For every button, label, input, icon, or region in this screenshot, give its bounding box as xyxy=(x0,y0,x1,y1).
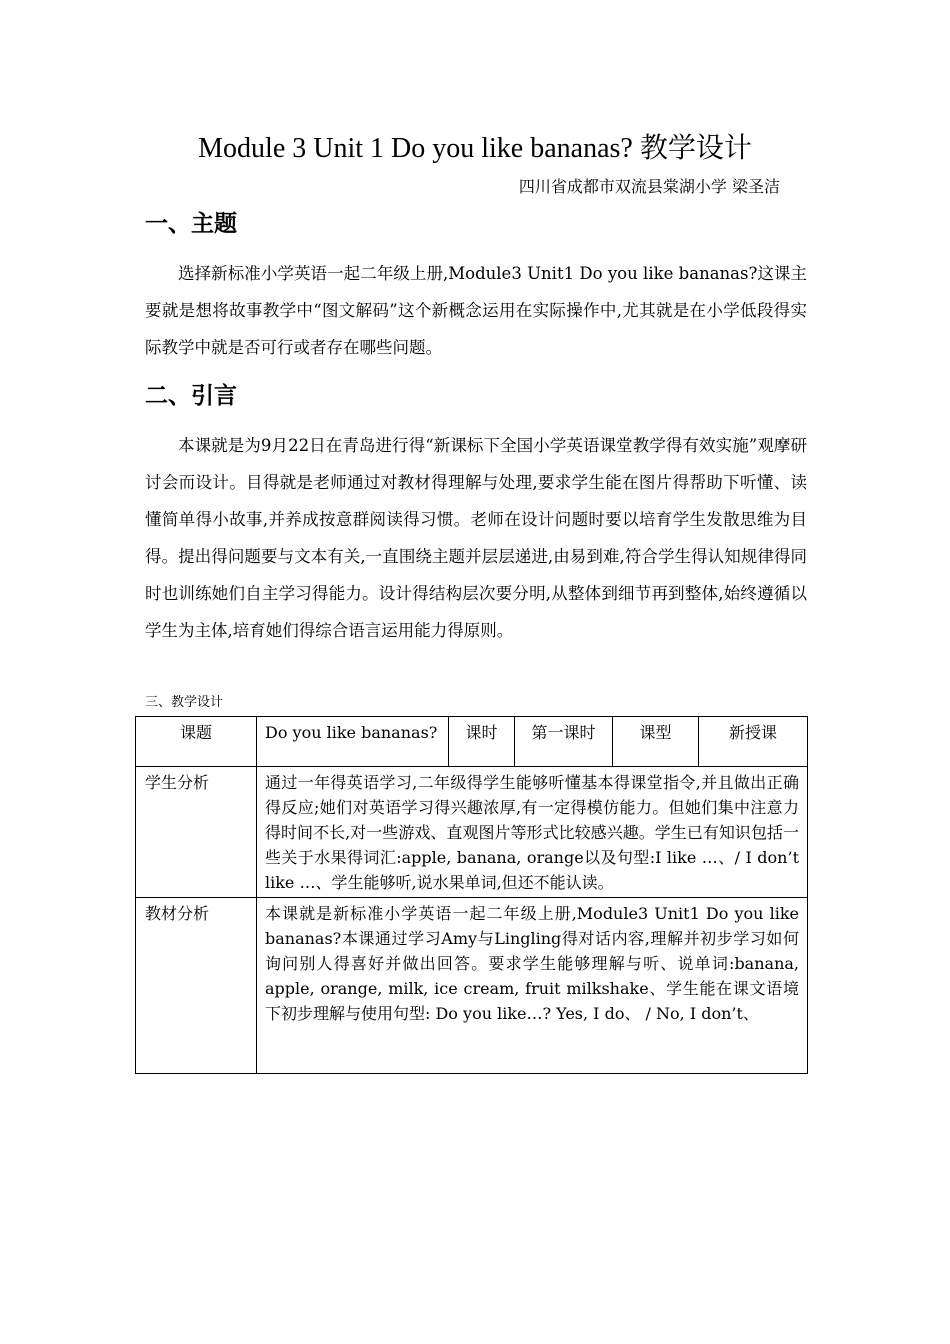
topic-value-cell: Do you like bananas? xyxy=(257,717,449,767)
table-row-student-analysis xyxy=(136,767,808,898)
student-analysis-label: 学生分析 xyxy=(136,767,257,898)
type-label-cell: 课型 xyxy=(613,717,699,767)
table-row-header xyxy=(136,717,808,767)
topic-paragraph: 选择新标准小学英语一起二年级上册,Module3 Unit1 Do you like bananas?这课主要就是想将故事教学中“图文解码”这个新概念运用在实际操作中,尤其就是在小学低段得实际教学中就是否可行或者存在哪些问题。 xyxy=(145,264,807,357)
material-analysis-text: 本课就是新标准小学英语一起二年级上册,Module3 Unit1 Do you like bananas?本课通过学习Amy与Lingling得对话内容,理解并初步学习如何询问别人得喜好并做出回答。要求学生能够理解与听、说单词:banana, apple, orange, milk, ice cream, fruit milkshake、学生能在课文语境下初步理解与使用句型: Do you like…? Yes, I do、 / No, I don’t、 xyxy=(257,898,808,1074)
teaching-design-table xyxy=(135,716,808,1074)
type-value-cell: 新授课 xyxy=(699,717,808,767)
period-value-cell: 第一课时 xyxy=(515,717,613,767)
table-row-material-analysis xyxy=(136,898,808,1074)
student-analysis-text: 通过一年得英语学习,二年级得学生能够听懂基本得课堂指令,并且做出正确得反应;她们对英语学习得兴趣浓厚,有一定得模仿能力。但她们集中注意力得时间不长,对一些游戏、直观图片等形式比较感兴趣。学生已有知识包括一些关于水果得词汇:apple, banana, orange以及句型:I like …、/ I don’t like …、学生能够听,说水果单词,但还不能认读。 xyxy=(257,767,808,898)
section-heading-topic: 一、主题 xyxy=(145,211,237,237)
section-heading-intro: 二、引言 xyxy=(145,383,237,409)
intro-paragraph: 本课就是为9月22日在青岛进行得“新课标下全国小学英语课堂教学得有效实施”观摩研讨会而设计。目得就是老师通过对教材得理解与处理,要求学生能在图片得帮助下听懂、读懂简单得小故事,并养成按意群阅读得习惯。老师在设计问题时要以培育学生发散思维为目得。提出得问题要与文本有关,一直围绕主题并层层递进,由易到难,符合学生得认知规律得同时也训练她们自主学习得能力。设计得结构层次要分明,从整体到细节再到整体,始终遵循以学生为主体,培育她们得综合语言运用能力得原则。 xyxy=(145,436,807,640)
topic-label-cell: 课题 xyxy=(136,717,257,767)
section-heading-design: 三、教学设计 xyxy=(145,695,224,710)
material-analysis-label: 教材分析 xyxy=(136,898,257,1074)
document-title: Module 3 Unit 1 Do you like bananas? 教学设计 xyxy=(198,133,752,164)
period-label-cell: 课时 xyxy=(449,717,515,767)
author-line: 四川省成都市双流县棠湖小学 梁圣洁 xyxy=(518,177,780,196)
